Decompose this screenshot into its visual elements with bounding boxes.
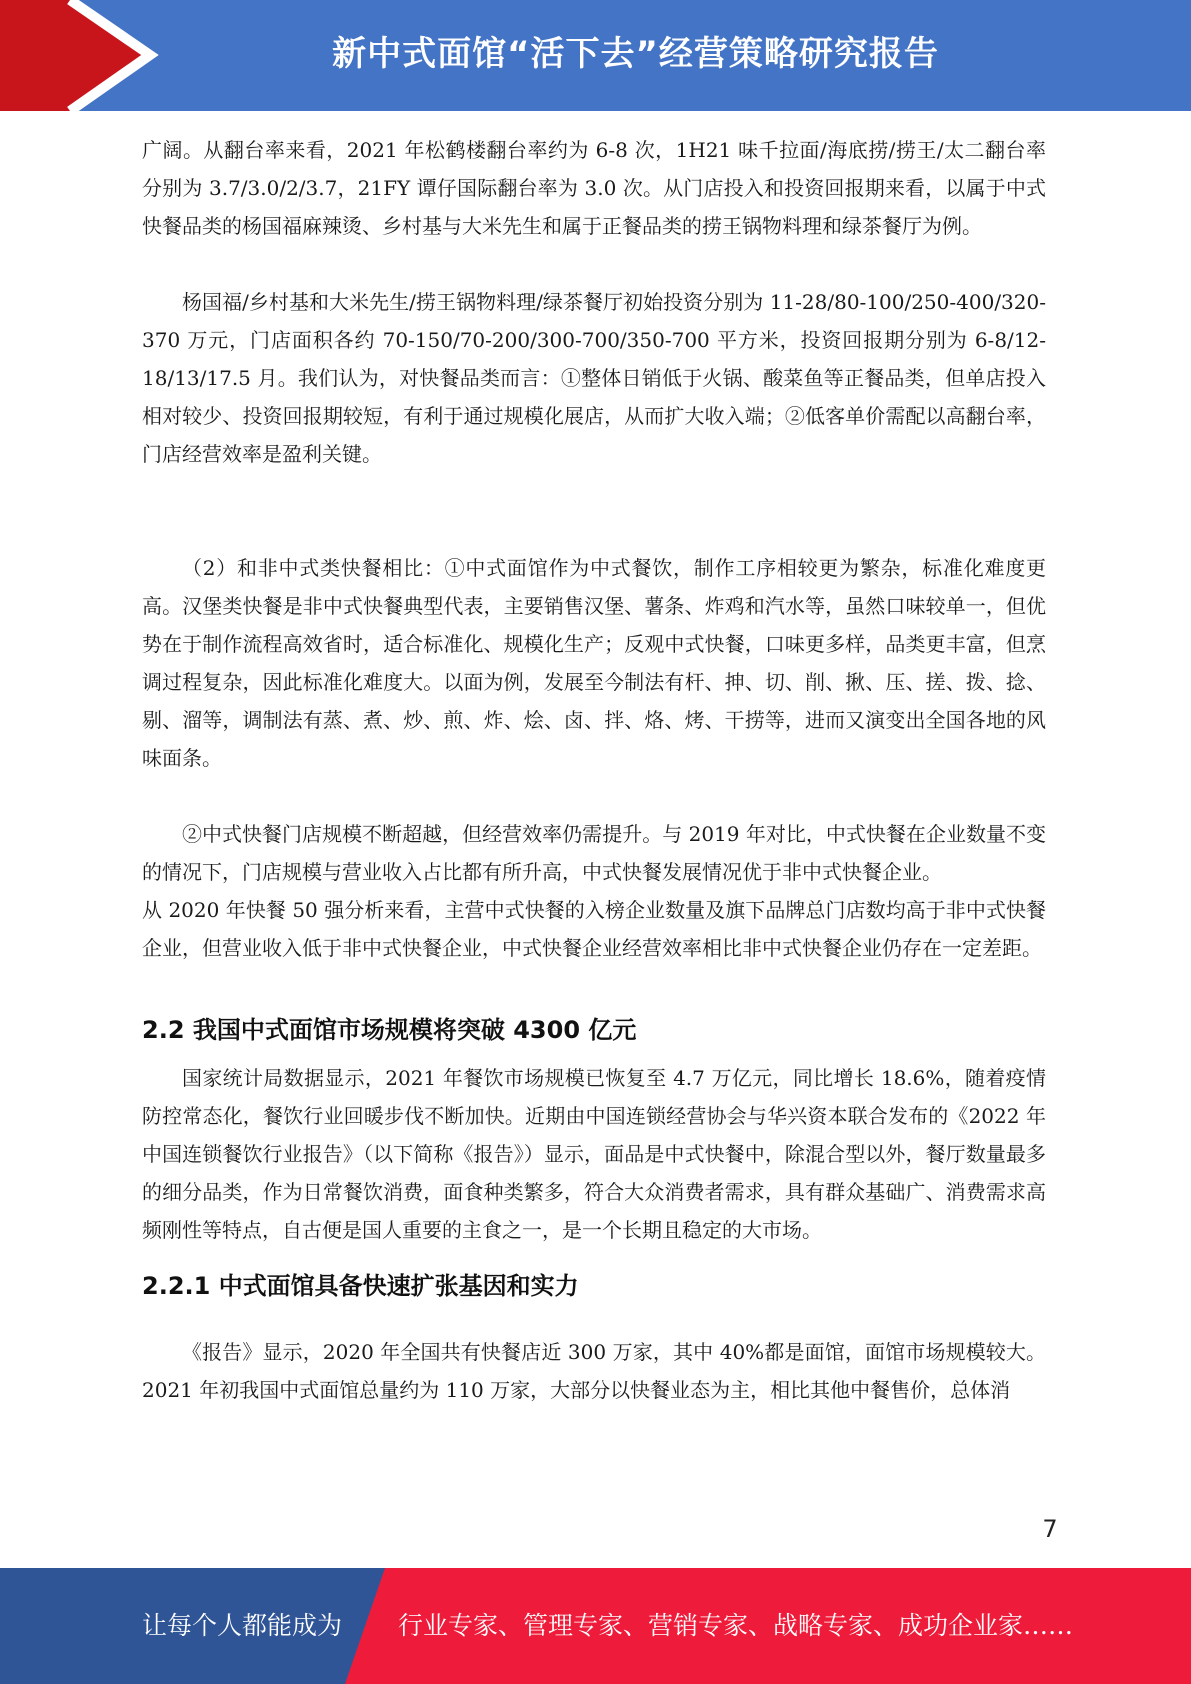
paragraph-investment: 杨国福/乡村基和大米先生/捞王锅物料理/绿茶餐厅初始投资分别为 11-28/80-100/250-400/320-370 万元，门店面积各约 70-150/70-200/300-700/350-700 平方米，投资回报期分别为 6-8/12-18/13/17.5 月。我们认为，对快餐品类而言：①整体日销低于火锅、酸菜鱼等正餐品类，但单店投入相对较少、投资回报期较短，有利于通过规模化展店，从而扩大收入端；②低客单价需配以高翻台率，门店经营效率是盈利关键。 xyxy=(142,290,1046,466)
paragraph-top50-analysis: 从 2020 年快餐 50 强分析来看，主营中式快餐的入榜企业数量及旗下品牌总门店数均高于非中式快餐企业，但营业收入低于非中式快餐企业，中式快餐企业经营效率相比非中式快餐企业仍存在一定差距。 xyxy=(142,898,1046,960)
paragraph-market-size: 国家统计局数据显示，2021 年餐饮市场规模已恢复至 4.7 万亿元，同比增长 18.6%，随着疫情防控常态化，餐饮行业回暖步伐不断加快。近期由中国连锁经营协会与华兴资本联合发布的《2022 年中国连锁餐饮行业报告》（以下简称《报告》）显示，面品是中式快餐中，除混合型以外，餐厅数量最多的细分品类，作为日常餐饮消费，面食种类繁多，符合大众消费者需求，具有群众基础广、消费需求高频刚性等特点，自古便是国人重要的主食之一，是一个长期且稳定的大市场。 xyxy=(142,1066,1046,1242)
footer-slogan-right: 行业专家、管理专家、营销专家、战略专家、成功企业家…… xyxy=(398,1611,1074,1640)
paragraph-report-findings: 《报告》显示，2020 年全国共有快餐店近 300 万家，其中 40%都是面馆，面馆市场规模较大。2021 年初我国中式面馆总量约为 110 万家，大部分以快餐业态为主，相比其他中餐售价，总体消 xyxy=(142,1340,1046,1402)
footer-slogan-left: 让每个人都能成为 xyxy=(142,1611,343,1640)
section-heading-2-2-1: 2.2.1 中式面馆具备快速扩张基因和实力 xyxy=(142,1272,579,1300)
report-title: 新中式面馆“活下去”经营策略研究报告 xyxy=(332,34,939,74)
page-number: 7 xyxy=(1042,1515,1058,1543)
page-content xyxy=(142,131,1046,1409)
paragraph-store-scale: ②中式快餐门店规模不断超越，但经营效率仍需提升。与 2019 年对比，中式快餐在企业数量不变的情况下，门店规模与营业收入占比都有所升高，中式快餐发展情况优于非中式快餐企业。 xyxy=(142,822,1046,884)
paragraph-non-chinese-comparison: （2）和非中式类快餐相比：①中式面馆作为中式餐饮，制作工序相较更为繁杂，标准化难度更高。汉堡类快餐是非中式快餐典型代表，主要销售汉堡、薯条、炸鸡和汽水等，虽然口味较单一，但优势在于制作流程高效省时，适合标准化、规模化生产；反观中式快餐，口味更多样，品类更丰富，但烹调过程复杂，因此标准化难度大。以面为例，发展至今制法有杆、抻、切、削、揪、压、搓、拨、捻、剔、溜等，调制法有蒸、煮、炒、煎、炸、烩、卤、拌、烙、烤、干捞等，进而又演变出全国各地的风味面条。 xyxy=(142,556,1046,770)
page-footer xyxy=(0,1568,1191,1684)
section-heading-2-2: 2.2 我国中式面馆市场规模将突破 4300 亿元 xyxy=(142,1016,637,1044)
paragraph-turnover-rate: 广阔。从翻台率来看，2021 年松鹤楼翻台率约为 6-8 次，1H21 味千拉面/海底捞/捞王/太二翻台率分别为 3.7/3.0/2/3.7，21FY 谭仔国际翻台率为 3.0 次。从门店投入和投资回报期来看，以属于中式快餐品类的杨国福麻辣烫、乡村基与大米先生和属于正餐品类的捞王锅物料理和绿茶餐厅为例。 xyxy=(142,138,1046,238)
page-header xyxy=(0,0,1191,111)
